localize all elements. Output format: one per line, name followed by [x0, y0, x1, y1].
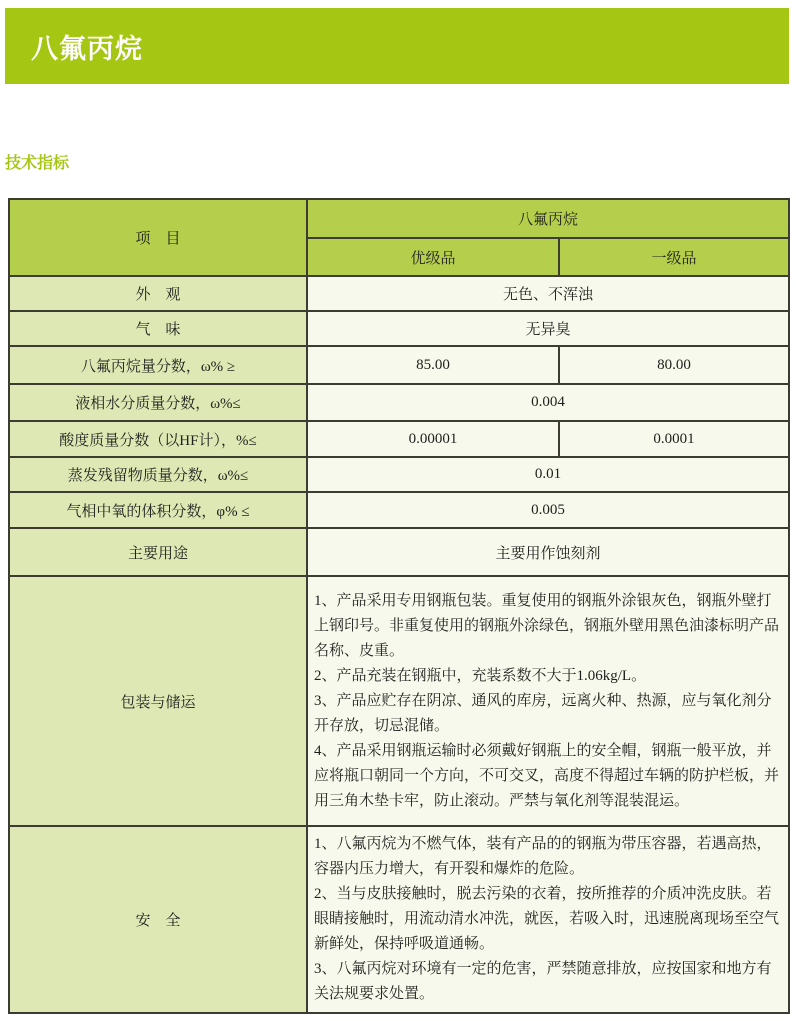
water-value: 0.004: [307, 384, 789, 421]
acidity-label: 酸度质量分数（以HF计），%≤: [9, 421, 307, 457]
page-title: 八氟丙烷: [31, 33, 143, 64]
spec-table: [8, 198, 790, 1014]
header-grade-first-cell: 一级品: [559, 238, 789, 276]
purity-first-grade-value: 80.00: [559, 346, 789, 384]
packaging-text-cell: [307, 576, 789, 826]
safety-line-2: 2、当与皮肤接触时，脱去污染的衣着，按所推荐的介质冲洗皮肤。若眼睛接触时，用流动清水冲洗，就医，若吸入时，迅速脱离现场至空气新鲜处，保持呼吸道通畅。: [314, 886, 780, 952]
purity-premium-value: 85.00: [307, 346, 559, 384]
acidity-first-grade-value: 0.0001: [559, 421, 789, 457]
packaging-line-2: 2、产品充装在钢瓶中，充装系数不大于1.06kg/L。: [314, 667, 647, 684]
acidity-premium-value: 0.00001: [307, 421, 559, 457]
water-label: 液相水分质量分数，ω%≤: [9, 384, 307, 421]
table-row-packaging: [9, 576, 789, 826]
safety-line-1: 1、八氟丙烷为不燃气体，装有产品的的钢瓶为带压容器，若遇高热，容器内压力增大，有开裂和爆炸的危险。: [314, 836, 772, 877]
appearance-label: 外 观: [9, 276, 307, 311]
table-header-row-product: [9, 199, 789, 238]
table-row-purity: [9, 346, 789, 384]
oxygen-label: 气相中氧的体积分数，φ% ≤: [9, 492, 307, 528]
usage-label: 主要用途: [9, 528, 307, 576]
purity-label: 八氟丙烷量分数，ω% ≥: [9, 346, 307, 384]
oxygen-value: 0.005: [307, 492, 789, 528]
page-header-banner: [5, 8, 789, 84]
usage-value: 主要用作蚀刻剂: [307, 528, 789, 576]
odor-value: 无异臭: [307, 311, 789, 346]
table-row-acidity: [9, 421, 789, 457]
safety-line-3: 3、八氟丙烷对环境有一定的危害，严禁随意排放，应按国家和地方有关法规要求处置。: [314, 961, 772, 1002]
residue-value: 0.01: [307, 457, 789, 492]
table-row-appearance: [9, 276, 789, 311]
table-row-oxygen: [9, 492, 789, 528]
packaging-line-3: 3、产品应贮存在阴凉、通风的库房，远离火种、热源，应与氧化剂分开存放，切忌混储。: [314, 692, 772, 734]
table-row-usage: [9, 528, 789, 576]
safety-text-cell: [307, 826, 789, 1013]
residue-label: 蒸发残留物质量分数，ω%≤: [9, 457, 307, 492]
header-grade-premium-cell: 优级品: [307, 238, 559, 276]
table-row-odor: [9, 311, 789, 346]
packaging-label: 包装与储运: [9, 576, 307, 826]
header-item-cell: 项 目: [9, 199, 307, 276]
table-row-residue: [9, 457, 789, 492]
table-row-water: [9, 384, 789, 421]
header-product-cell: 八氟丙烷: [307, 199, 789, 238]
packaging-line-4: 4、产品采用钢瓶运输时必须戴好钢瓶上的安全帽，钢瓶一般平放，并应将瓶口朝同一个方向，不可交叉，高度不得超过车辆的防护栏板，并用三角木垫卡牢，防止滚动。严禁与氧化剂等混装混运。: [314, 742, 780, 809]
table-row-safety: [9, 826, 789, 1013]
appearance-value: 无色、不浑浊: [307, 276, 789, 311]
safety-label: 安 全: [9, 826, 307, 1013]
packaging-line-1: 1、产品采用专用钢瓶包装。重复使用的钢瓶外涂银灰色，钢瓶外壁打上钢印号。非重复使用的钢瓶外涂绿色，钢瓶外壁用黑色油漆标明产品名称、皮重。: [314, 592, 780, 659]
section-title: 技术指标: [5, 155, 70, 172]
odor-label: 气 味: [9, 311, 307, 346]
